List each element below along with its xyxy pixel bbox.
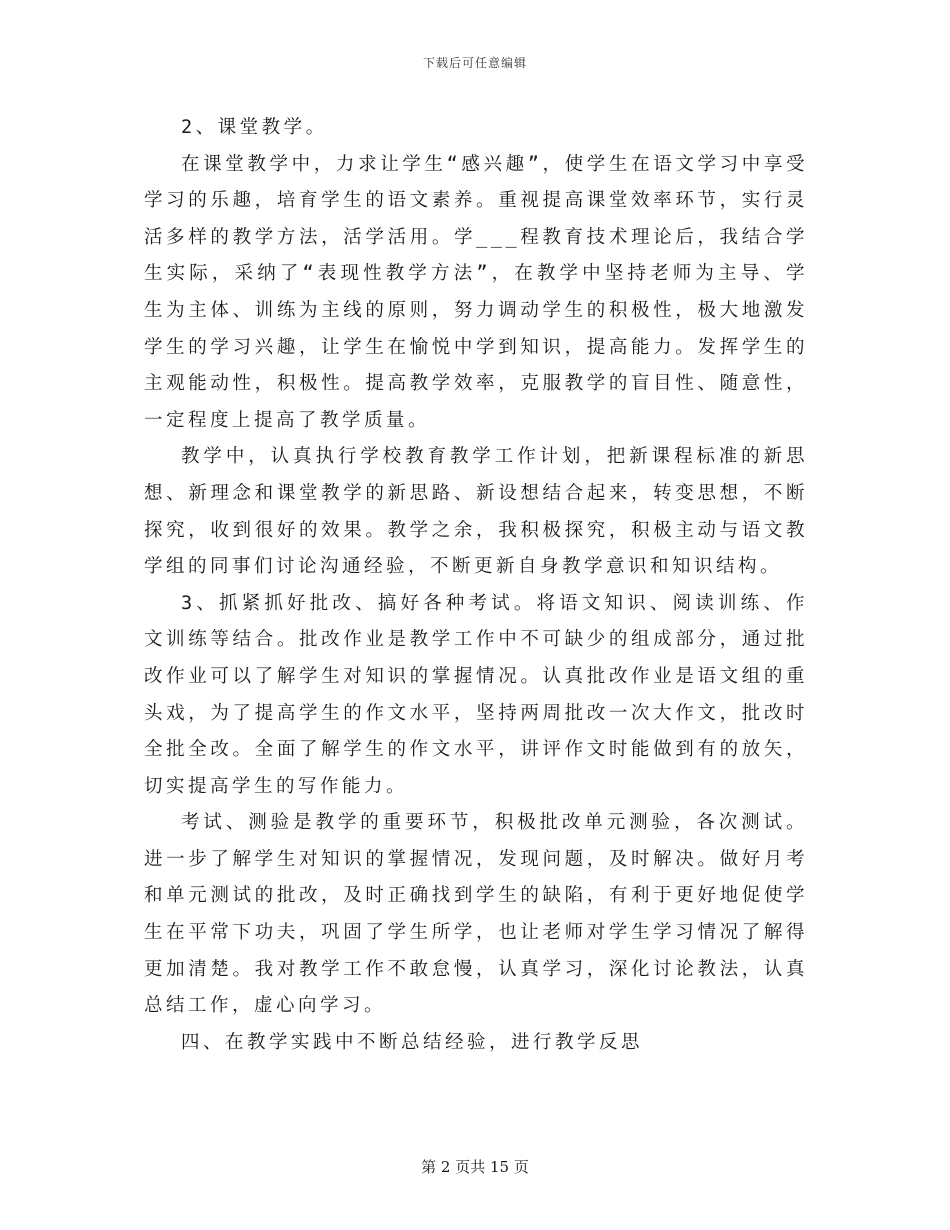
paragraph-teaching-plan: 教学中，认真执行学校教育教学工作计划，把新课程标准的新思想、新理念和课堂教学的新思路、新设想结合起来，转变思想，不断探究，收到很好的效果。教学之余，我积极探究，积极主动与语文教学组的同事们讨论沟通经验，不断更新自身教学意识和知识结构。: [144, 446, 808, 578]
page-footer: 第 2 页共 15 页: [421, 1158, 529, 1176]
paragraph-grading-exams: 3、抓紧抓好批改、搞好各种考试。将语文知识、阅读训练、作文训练等结合。批改作业是教学工作中不可缺少的组成部分，通过批改作业可以了解学生对知识的掌握情况。认真批改作业是语文组的重头戏，为了提高学生的作文水平，坚持两周批改一次大作文，批改时全批全改。全面了解学生的作文水平，讲评作文时能做到有的放矢，切实提高学生的写作能力。: [144, 592, 808, 797]
paragraph-tests-quizzes: 考试、测验是教学的重要环节，积极批改单元测验，各次测试。进一步了解学生对知识的掌握情况，发现问题，及时解决。做好月考和单元测试的批改，及时正确找到学生的缺陷，有利于更好地促使学生在平常下功夫，巩固了学生所学，也让老师对学生学习情况了解得更加清楚。我对教学工作不敢怠慢，认真学习，深化讨论教法，认真总结工作，虚心向学习。: [144, 812, 808, 1017]
section-heading-reflection: 四、在教学实践中不断总结经验，进行教学反思: [181, 1031, 644, 1053]
section-heading-classroom-teaching: 2、课堂教学。: [181, 117, 328, 138]
paragraph-classroom-interest: 在课堂教学中，力求让学生“感兴趣”，使学生在语文学习中享受学习的乐趣，培育学生的语文素养。重视提高课堂效率环节，实行灵活多样的教学方法，活学活用。学___程教育技术理论后，我结合学生实际，采纳了“表现性教学方法”，在教学中坚持老师为主导、学生为主体、训练为主线的原则，努力调动学生的积极性，极大地激发学生的学习兴趣，让学生在愉悦中学到知识，提高能力。发挥学生的主观能动性，积极性。提高教学效率，克服教学的盲目性、随意性，一定程度上提高了教学质量。: [144, 153, 808, 431]
page-header: 下载后可任意编辑: [422, 56, 527, 70]
document-body: [144, 110, 808, 1061]
